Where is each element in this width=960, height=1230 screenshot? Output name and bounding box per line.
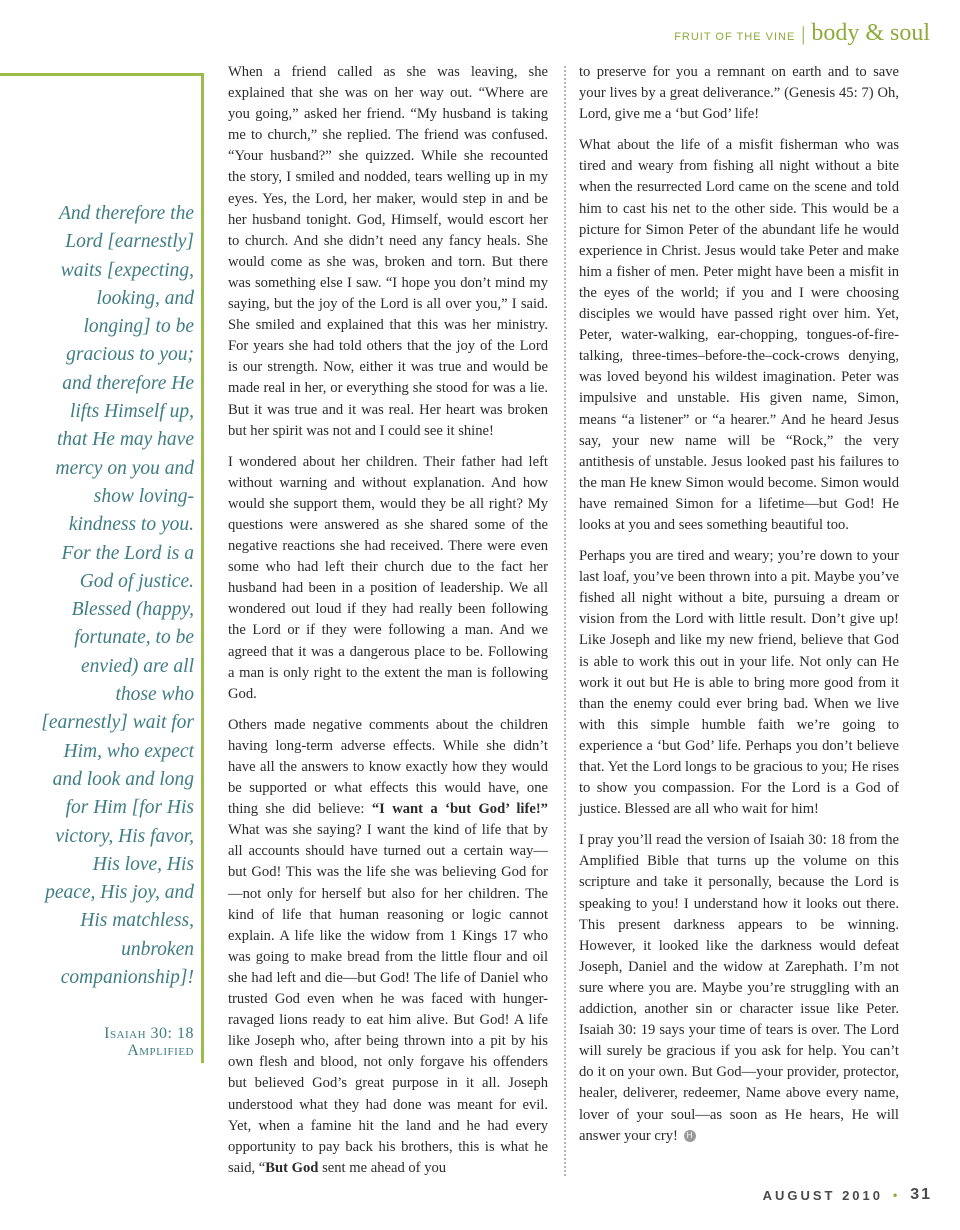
section-brand: body & soul bbox=[811, 20, 930, 46]
paragraph-text: I pray you’ll read the version of Isaiah 30: 18 from the Amplified Bible that turns up the volume on this scripture and take it personally, because the Lord is speaking to you! I understand how it looks out there. This present darkness appears to be winning. However, it looked like the darkness would defeat Joseph, Daniel and the widow at Zarephath. I’m not sure where you are. Maybe you’re struggling with an addiction, another sin or character issue like Peter. Isaiah 30: 19 says your time of tears is over. The Lord will surely be gracious if you ask for help. You can’t do it on your own. But God—your provider, protector, healer, deliverer, redeemer, Name above every name, lover of your soul—as soon as He hears, He will answer your cry! bbox=[579, 832, 899, 1144]
paragraph bbox=[579, 830, 899, 1146]
paragraph: What about the life of a misfit fisherman who was tired and weary from fishing all night without a bite when the resurrected Lord came on the scene and told him to cast his net to the other side. This would be a picture for Simon Peter of the abundant life he would experience in Christ. Jesus would take Peter and make him a fisher of men. Peter might have been a misfit in the eyes of the world; if you and I were choosing disciples we would have passed right over him. Yet, Peter, water-walking, ear-chopping, tongues-of-fire-talking, three-times–before-the–cock-crows denying, was loved beyond his wildest imagination. Peter was impulsive and unstable. His given name, Simon, means “a listener” or “a hearer.” And he heard Jesus say, your new name will be “Rock,” the very antithesis of unstable. Jesus looked past his failures to the man He knew Simon would become. Simon would have remained Simon for a lifetime—but God! He looks at you and sees something beautiful too. bbox=[579, 137, 899, 533]
sidebar-vertical-rule bbox=[201, 73, 204, 1063]
paragraph: When a friend called as she was leaving, she explained that she was on her way out. “Where are you going,” asked her friend. “My husband is taking me to church,” she replied. The friend was confused. “Your husband?” she quizzed. While she recounted the story, I smiled and nodded, tears welling up in my eyes. Yes, the Lord, her maker, would step in and be her husband tonight. God, Himself, would escort her to church. And she didn’t need any fancy heals. She would come as she was, broken and torn. But there was something else I saw. “I hope you don’t mind my saying, but the joy of the Lord is all over you,” I said. She smiled and explained that this was her ministry. For years she had told others that the joy of the Lord is our strength. Now, either it was true and would be made real in her, or everything she stood for was a lie. But it was true and it was real. Her heart was broken but her spirit was not and I could see it shine! bbox=[228, 64, 548, 439]
end-mark-icon: H bbox=[684, 1130, 696, 1142]
section-label: FRUIT OF THE VINE bbox=[674, 31, 796, 43]
article-column-2 bbox=[579, 62, 899, 1157]
paragraph: to preserve for you a remnant on earth and to save your lives by a great deliverance.” (Genesis 45: 7) Oh, Lord, give me a ‘but God’ life! bbox=[579, 64, 899, 123]
emphasis-but-god: But God bbox=[265, 1159, 319, 1176]
pull-quote-citation bbox=[38, 1025, 194, 1059]
citation-version: Amplified bbox=[127, 1042, 194, 1059]
paragraph-text: Others made negative comments about the children having long-term adverse effects. While she didn’t have all the answers to know exactly how they would be supported or what effects this would have, one thing she did believe: bbox=[228, 716, 548, 818]
paragraph bbox=[228, 715, 548, 1179]
paragraph: Perhaps you are tired and weary; you’re down to your last loaf, you’ve been thrown into a pit. Maybe you’ve fished all night without a bite, pursuing a dream or vision from the Lord with little result. Don’t give up! Like Joseph and like my new friend, believe that God is able to work this out in your life. Not only can He work it out but He is able to bring more good from it than the enemy could ever bring bad. When we live with this simple humble faith we’re going to experience a ‘but God’ life. Perhaps you don’t believe that. Yet the Lord longs to be gracious to you; He rises to show you compassion. For the Lord is a God of justice. Blessed are all who wait for him! bbox=[579, 548, 899, 818]
paragraph-text: sent me ahead of you bbox=[322, 1159, 447, 1176]
page-footer bbox=[763, 1186, 932, 1204]
emphasis-quote: “I want a ‘but God’ life!” bbox=[371, 801, 548, 818]
article-column-1 bbox=[228, 62, 548, 1189]
footer-bullet: • bbox=[893, 1188, 901, 1202]
sidebar-top-rule bbox=[0, 73, 204, 76]
paragraph-text: What was she saying? I want the kind of life that by all accounts should have turned out a certain way—but God! This was the life she was believing God for—not only for herself but also for her children. The kind of life that human reasoning or logic cannot explain. A life like the widow from 1 Kings 17 who was going to make bread from the little flour and oil she had left and die—but God! The life of Daniel who trusted God even when he was faced with hunger-ravaged lions ready to eat him alive. But God! A life like Joseph who, after being thrown into a pit by his own flesh and blood, not only forgave his offenders but believed God’s great purpose in it all. Joseph understood what they had done was meant for evil. Yet, when a famine hit the land and he had every opportunity to pay back his brothers, this is what he said, “ bbox=[228, 822, 548, 1176]
citation-reference: Isaiah 30: 18 bbox=[104, 1025, 194, 1042]
column-divider bbox=[564, 66, 566, 1176]
paragraph: I wondered about her children. Their father had left without warning and without explanation. And how would she support them, would they be all right? My questions were answered as she shared some of the negative reactions she had received. There were even some who had left their church due to the fact her husband had been in a position of leadership. We all wondered out loud if they had really been following the Lord or if they were following a man. And we agreed that it was a dangerous place to be. Following a man is only right to the extent the man is following God. bbox=[228, 453, 548, 702]
running-header bbox=[674, 20, 930, 47]
pull-quote: And therefore the Lord [earnestly] waits [expecting, looking, and longing] to be gracious to you; and therefore He lifts Himself up, that He may have mercy on you and show loving-kindness to you. For the Lord is a God of justice. Blessed (happy, fortunate, to be envied) are all those who [earnestly] wait for Him, who expect and look and long for Him [for His victory, His favor, His love, His peace, His joy, and His matchless, unbroken companionship]! bbox=[41, 203, 194, 989]
page-number: 31 bbox=[910, 1186, 932, 1203]
header-separator: | bbox=[801, 23, 806, 45]
issue-date: AUGUST 2010 bbox=[762, 1187, 883, 1203]
